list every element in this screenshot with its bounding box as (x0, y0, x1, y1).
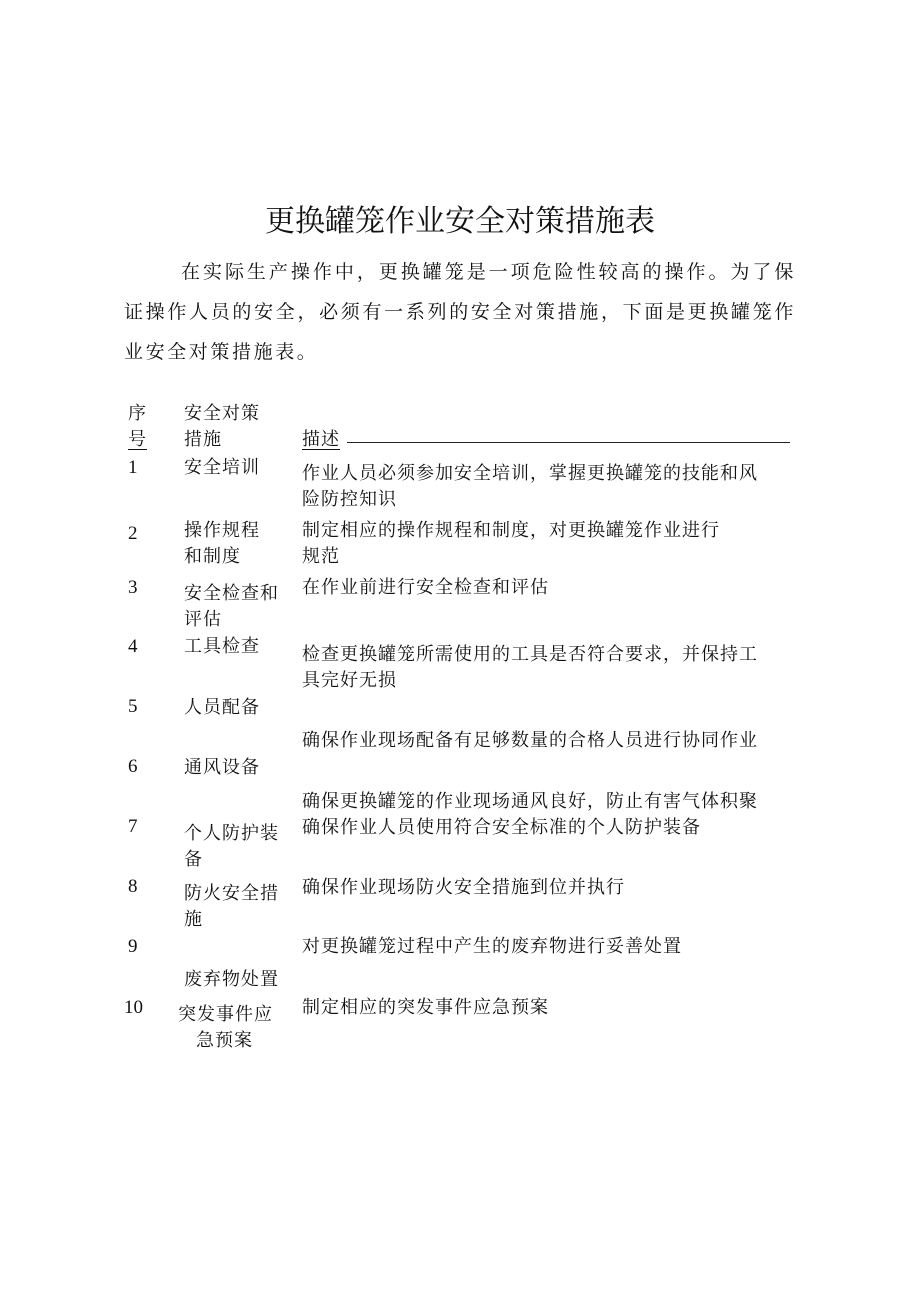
header-underline-rule (347, 442, 790, 443)
row-4-description-line2: 具完好无损 (302, 670, 397, 691)
row-2-measure-line1: 操作规程 (184, 520, 260, 541)
header-measure-line2: 措施 (184, 429, 222, 450)
row-3-index: 3 (128, 577, 138, 598)
row-5-index: 5 (128, 696, 138, 717)
row-2-description-line1: 制定相应的操作规程和制度，对更换罐笼作业进行 (302, 520, 720, 541)
row-7-index: 7 (128, 816, 138, 837)
row-10-description: 制定相应的突发事件应急预案 (302, 997, 549, 1018)
row-1-description-line2: 险防控知识 (302, 489, 397, 510)
row-1-description-line1: 作业人员必须参加安全培训，掌握更换罐笼的技能和风 (302, 463, 758, 484)
row-7-description: 确保作业人员使用符合安全标准的个人防护装备 (302, 817, 701, 838)
header-description: 描述 (302, 429, 340, 450)
row-6-measure: 通风设备 (184, 757, 260, 778)
row-6-index: 6 (128, 756, 138, 777)
row-3-description: 在作业前进行安全检查和评估 (302, 577, 549, 598)
row-9-index: 9 (128, 936, 138, 957)
row-5-description: 确保作业现场配备有足够数量的合格人员进行协同作业 (302, 730, 758, 751)
row-4-measure: 工具检查 (184, 636, 260, 657)
row-10-index: 10 (124, 997, 143, 1018)
row-4-index: 4 (128, 636, 138, 657)
row-2-measure-line2: 和制度 (184, 546, 241, 567)
row-9-measure: 废弃物处置 (184, 969, 279, 990)
header-index-line2: 号 (128, 429, 147, 450)
row-5-measure: 人员配备 (184, 697, 260, 718)
row-10-measure-line1: 突发事件应 (178, 1004, 273, 1025)
row-4-description-line1: 检查更换罐笼所需使用的工具是否符合要求，并保持工 (302, 644, 758, 665)
row-1-index: 1 (128, 457, 138, 478)
row-8-measure-line1: 防火安全措 (184, 883, 279, 904)
row-7-measure-line2: 备 (184, 849, 203, 870)
intro-paragraph: 在实际生产操作中，更换罐笼是一项危险性较高的操作。为了保证操作人员的安全，必须有一系列的安全对策措施，下面是更换罐笼作业安全对策措施表。 (124, 261, 796, 363)
row-9-description: 对更换罐笼过程中产生的废弃物进行妥善处置 (302, 936, 682, 957)
row-2-description-line2: 规范 (302, 546, 340, 567)
header-measure-line1: 安全对策 (184, 403, 260, 424)
header-index-line1: 序 (128, 403, 147, 424)
row-3-measure-line2: 评估 (184, 609, 222, 630)
row-8-index: 8 (128, 876, 138, 897)
row-7-measure-line1: 个人防护装 (184, 823, 279, 844)
document-title: 更换罐笼作业安全对策措施表 (265, 204, 655, 239)
row-1-measure: 安全培训 (184, 457, 260, 478)
row-3-measure-line1: 安全检查和 (184, 583, 279, 604)
row-8-measure-line2: 施 (184, 909, 203, 930)
row-2-index: 2 (128, 523, 138, 544)
row-10-measure-line2: 急预案 (196, 1030, 253, 1051)
row-6-description: 确保更换罐笼的作业现场通风良好，防止有害气体积聚 (302, 791, 758, 812)
row-8-description: 确保作业现场防火安全措施到位并执行 (302, 877, 625, 898)
